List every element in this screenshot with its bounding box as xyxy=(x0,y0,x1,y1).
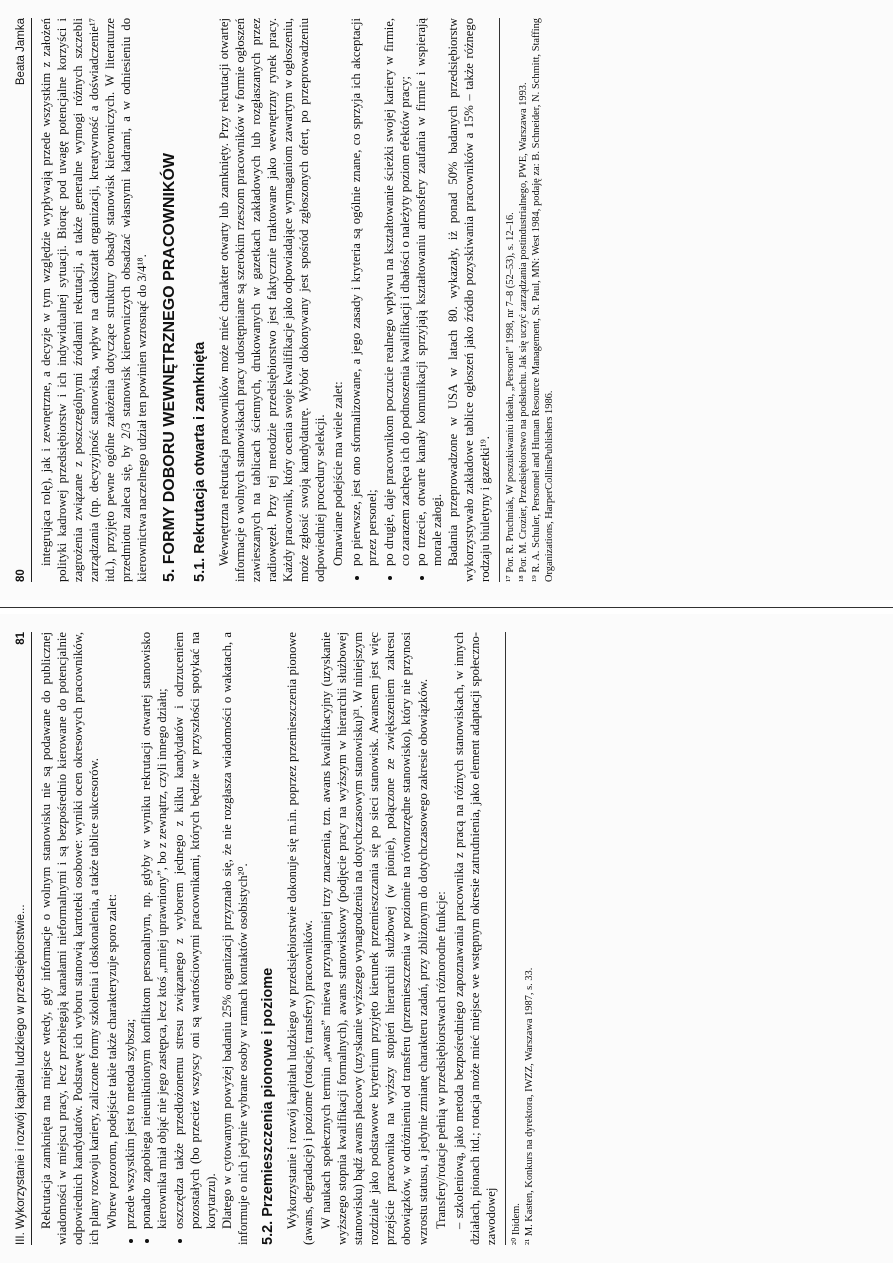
advantages-list xyxy=(122,632,219,1245)
paragraph: Wewnętrzna rekrutacja pracowników może mieć charakter otwarty lub zamknięty. Przy rekrutacji otwartej informacje o wolnych stanowiskach pracy udostępniane są szerokim rzeszom pracowników w formie ogłoszeń zawieszanych na tablicach ściennych, drukowanych w gazetkach zakładowych lub rozgłaszanych przez radiowęzeł. Przy tej metodzie przedsiębiorstwo jest faktycznie traktowane jako wewnętrzny rynek pracy. Każdy pracownik, który ocenia swoje kwalifikacje jako odpowiadające wymaganiom zawartym w ogłoszeniu, może zgłosić swoją kandydaturę. Wybór dokonywany jest spośród zgłoszonych ofert, po przeprowadzeniu odpowiedniej procedury selekcji. xyxy=(216,18,328,582)
list-item: • po trzecie, otwarte kanały komunikacji sprzyjają kształtowaniu atmosfery zaufania w firmie i wspierają morale załogi. xyxy=(413,18,445,566)
list-item: • po pierwsze, jest ono sformalizowane, a jego zasady i kryteria są ogólnie znane, co sprzyja ich akceptacji przez personel; xyxy=(348,18,380,566)
intro-paragraph: integrująca rolę), jak i zewnętrzne, a decyzje w tym względzie wypływają przede wszystkim z założeń polityki kadrowej przedsiębiorstw i ich indywidualnej sytuacji. Biorąc pod uwagę potencjalne korzyści i zagrożenia związane z poszczególnymi źródłami rekrutacji, a także generalne wymogi różnych szczebli zarządzania (np. decyzyjność stanowiska, wpływ na całokształt organizacji, kreatywność a doświadczenie¹⁷ itd.), przyjęto pewne ogólne założenia dotyczące struktury obsady stanowisk kierowniczych. W literaturze przedmiotu zaleca się, by 2/3 stanowisk kierowniczych obsadzać własnymi kadrami, a w odniesieniu do kierownictwa naczelnego udział ten powinien wzrosnąć do 3/4¹⁸. xyxy=(38,18,150,582)
paragraph: Wykorzystanie i rozwój kapitału ludzkiego w przedsiębiorstwie dokonuje się m.in. poprzez przemieszczenia pionowe (awans, degradacje) i poziome (rotacje, transfery) pracowników. xyxy=(284,632,315,1245)
paragraph: Dlatego w cytowanym powyżej badaniu 25% organizacji przyznało się, że nie rozgłasza wiadomości o wakatach, a informuje o nich jedynie wybrane osoby w ramach kontaktów osobistych²⁰. xyxy=(219,632,251,1245)
footnote: ²⁰ Ibidem. xyxy=(511,1203,523,1245)
list-item: • po drugie, daje pracownikom poczucie realnego wpływu na kształtowanie ścieżki swojej kariery w firmie, co zarazem zachęca ich do podnoszenia kwalifikacji i dbałości o należyty poziom efektów pracy; xyxy=(381,18,413,566)
page-81 xyxy=(0,614,893,1263)
advantages-list xyxy=(348,18,445,582)
paragraph: Wbrew pozorom, podejście takie także charakteryzuje sporo zalet: xyxy=(105,894,120,1229)
section-title: 5.2. Przemieszczenia pionowe i poziome xyxy=(260,967,277,1245)
footnote: ¹⁷ Por. R. Pruchniak, W poszukiwaniu ideału, „Personel” 1998, nr 7–8 (52–53), s. 12–16. xyxy=(505,212,517,582)
page-80 xyxy=(0,0,893,600)
section-title: 5.1. Rekrutacja otwarta i zamknięta xyxy=(191,341,208,582)
footnotes xyxy=(505,632,536,1245)
footnotes xyxy=(499,18,556,582)
paragraph: Badania przeprowadzone w USA w latach 80. wykazały, iż ponad 50% badanych przedsiębiorstw wykorzystywało zakładowe tablice ogłoszeń jako źródło pozyskiwania pracowników a 15% – także różnego rodzaju biuletyny i gazetki¹⁹. xyxy=(446,18,493,582)
rotated-content xyxy=(0,0,893,600)
running-header xyxy=(14,632,32,1245)
paragraph: Omawiane podejście ma wiele zalet: xyxy=(331,381,346,566)
rotated-content xyxy=(0,614,893,1263)
page-number: 81 xyxy=(15,632,27,645)
list-item: • przede wszystkim jest to metoda szybsza; xyxy=(122,632,138,1229)
paragraph: W naukach społecznych termin „awans” miewa przynajmniej trzy znaczenia, tzn. awans kwalifikacyjny (uzyskanie wyższego stopnia kwalifikacji formalnych), awans stanowiskowy (podjęcie pracy na wyższym w hierarchii służbowej stanowisku) bądź awans płacowy (uzyskanie wyższego wynagrodzenia na dotychczasowym stanowisku)²¹. W niniejszym rozdziale jako podstawowe kryterium przyjęto kierunek przemieszczania się po sieci stanowisk. Awansem jest więc przejście pracownika na wyższy stopień hierarchii służbowej (w pionie), połączone ze zwiększeniem zakresu obowiązków, w odróżnieniu od transferu (przemieszczenia w poziomie na równorzędne stanowisko), który nie przynosi wzrostu statusu, a jedynie zmianę charakteru zadań, przy zbliżonym do dotychczasowego zakresie obowiązków. xyxy=(318,632,430,1245)
header-author: Beata Jamka xyxy=(15,18,27,86)
header-chapter: III. Wykorzystanie i rozwój kapitału ludzkiego w przedsiębiorstwie... xyxy=(15,904,27,1245)
paragraph: Rekrutacja zamknięta ma miejsce wtedy, gdy informacje o wolnym stanowisku nie są podawane do publicznej wiadomości w miejscu pracy, lecz przebiegają kanałami nieformalnymi i są bezpośrednio kierowane do potencjalnie odpowiednich kandydatów. Podstawę ich wyboru stanowią kartoteki osobowe: wyniki ocen okresowych pracowników, ich plany rozwoju kariery, zaliczone formy szkolenia i doskonalenia, a także tablice sukcesorów. xyxy=(38,632,102,1245)
page-number: 80 xyxy=(15,569,27,582)
dash-item: – szkoleniową, jako metoda bezpośredniego zapoznawania pracownika z pracą na różnych stanowiskach, w innych działach, pionach itd.; rotacja może mieć miejsce we wstępnym okresie zatrudnienia, jako element adaptacji społeczno-zawodowej xyxy=(451,632,498,1245)
page-81-body xyxy=(14,632,879,1245)
footnote: ²¹ M. Kasten, Konkurs na dyrektora, IWZZ, Warszawa 1987, s. 33. xyxy=(524,967,536,1245)
page-divider xyxy=(0,600,893,614)
list-item: • ponadto zapobiega nieuniknionym konfliktom personalnym, np. gdyby w wyniku rekrutacji otwartej stanowisko kierownika miał objąć nie jego zastępca, lecz ktoś „mniej uprawniony”, bo z zewnątrz, czyli innego działu; xyxy=(138,632,170,1229)
paragraph: Transfery/rotacje pełnią w przedsiębiorstwach różnorodne funkcje: xyxy=(433,891,448,1229)
page-80-body xyxy=(14,18,879,582)
list-item: • oszczędza także przedłożonemu stresu związanego z wyborem jednego z kilku kandydatów i odrzuceniem pozostałych (bo przecież wszyscy oni są wartościowymi pracownikami, których będzie w przyszłości spotykać na korytarzu). xyxy=(171,632,219,1229)
running-header xyxy=(14,18,32,582)
chapter-title: 5. FORMY DOBORU WEWNĘTRZNEGO PRACOWNIKÓW xyxy=(161,152,179,582)
footnote: ¹⁸ Por. M. Crozier, Przedsiębiorstwo na podsłuchu. Jak się uczyć zarządzania postindustrialnego, PWE, Warszawa 1993. xyxy=(518,82,530,582)
footnote: ¹⁹ R. A. Schuler, Personnel and Human Resource Management, St. Paul, MN: West 1984, podaję za: B. Schneider, N. Schmitt, Staffing Organizations, HarperCollinsPublishers 1986. xyxy=(531,18,556,582)
